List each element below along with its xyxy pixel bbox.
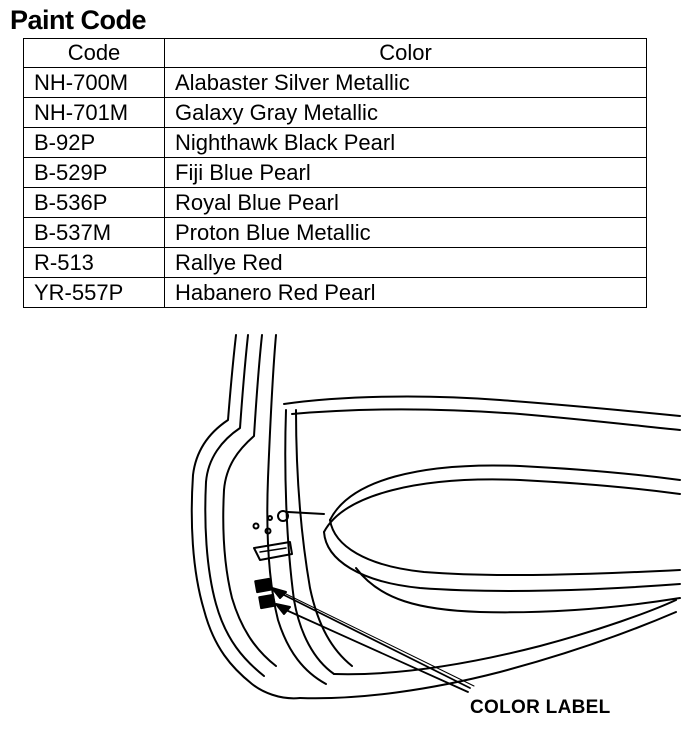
hole (254, 524, 259, 529)
code-cell: B-529P (24, 158, 165, 188)
column-header-color: Color (165, 39, 647, 68)
table-row (24, 278, 647, 308)
color-cell: Habanero Red Pearl (165, 278, 647, 308)
door-jamb-illustration (170, 330, 688, 736)
table-row (24, 188, 647, 218)
arrow-head (276, 604, 290, 614)
color-cell: Galaxy Gray Metallic (165, 98, 647, 128)
code-cell: R-513 (24, 248, 165, 278)
color-cell: Alabaster Silver Metallic (165, 68, 647, 98)
sill-line (300, 612, 676, 698)
color-cell: Fiji Blue Pearl (165, 158, 647, 188)
pillar-edge-3 (267, 335, 326, 684)
page-title: Paint Code (10, 5, 147, 35)
code-cell: B-537M (24, 218, 165, 248)
column-header-code: Code (24, 39, 165, 68)
color-cell: Nighthawk Black Pearl (165, 128, 647, 158)
paint-code-table (23, 38, 647, 308)
door-window-curve-2 (324, 479, 680, 532)
leader-line (286, 594, 474, 686)
code-cell: YR-557P (24, 278, 165, 308)
latch-slot (260, 548, 286, 552)
code-cell: NH-700M (24, 68, 165, 98)
table-row (24, 248, 647, 278)
color-cell: Proton Blue Metallic (165, 218, 647, 248)
code-cell: B-92P (24, 128, 165, 158)
door-top-edge-2 (292, 410, 680, 431)
latch-rod (288, 512, 324, 514)
color-cell: Royal Blue Pearl (165, 188, 647, 218)
sill-line-2 (334, 600, 676, 674)
table-header-row (24, 39, 647, 68)
color-label-sticker (259, 595, 275, 608)
table-row (24, 128, 647, 158)
code-cell: B-536P (24, 188, 165, 218)
color-label-sticker (255, 579, 271, 592)
pillar-outline (192, 335, 300, 698)
hole (268, 516, 272, 520)
color-label-callout: COLOR LABEL (470, 697, 611, 718)
code-cell: NH-701M (24, 98, 165, 128)
pillar-inner-edge (205, 335, 264, 676)
table-row (24, 218, 647, 248)
door-panel-edge-2 (330, 520, 680, 575)
table-row (24, 158, 647, 188)
color-cell: Rallye Red (165, 248, 647, 278)
door-top-edge (284, 397, 680, 416)
door-panel-edge (324, 532, 680, 591)
table-row (24, 98, 647, 128)
table-row (24, 68, 647, 98)
latch-plate (254, 542, 292, 560)
